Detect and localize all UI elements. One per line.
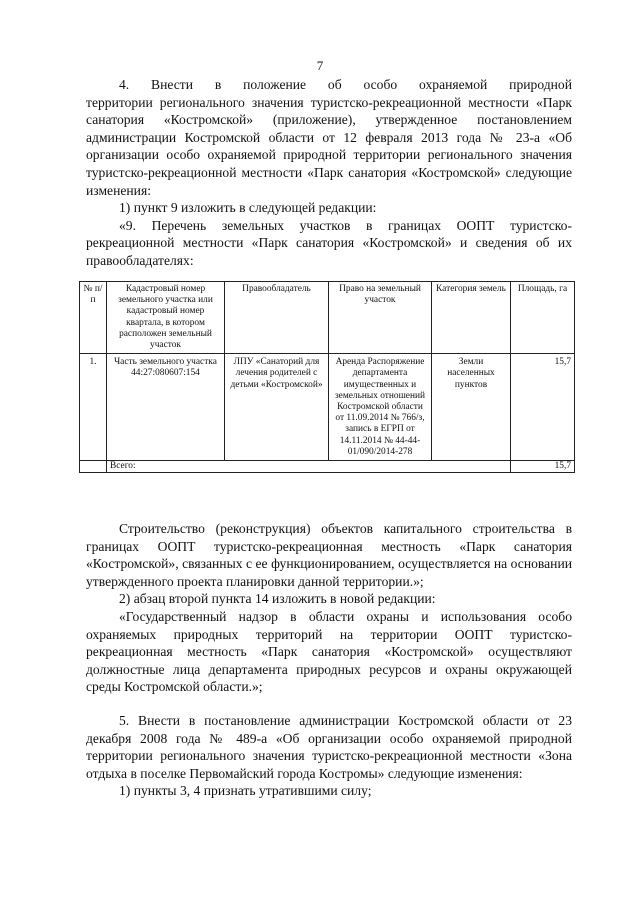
- item-4-line: 2013 года № 23-а «Об организации особо охраняемой природной: [86, 129, 573, 163]
- cell-category: Земли населенных пунктов: [432, 354, 511, 461]
- construction-line: территории.»;: [342, 573, 424, 589]
- construction-paragraph: [86, 520, 572, 590]
- construction-line: осуществляется на основании утвержденного проекта планировки данной: [86, 556, 573, 589]
- cell-area: 15,7: [511, 354, 575, 461]
- supervision-line: охраняемых природных территорий на территории ООПТ туристско-: [86, 626, 572, 642]
- item-5-line: от 23 декабря 2008 года № 489-а «Об организации особо охраняемой: [86, 713, 572, 746]
- page-number: 7: [316, 58, 324, 73]
- item-5-line: 5. Внести в постановление администрации Костромской области: [119, 713, 529, 728]
- table-row: [80, 354, 575, 461]
- header-right: Право на земельный участок: [329, 282, 432, 354]
- supervision-line: должностные лица департамента природных ресурсов и охраны: [86, 661, 488, 677]
- table-total-row: [80, 461, 575, 473]
- subitem-1: 1) пункт 9 изложить в следующей редакции:: [119, 200, 377, 216]
- point-9-line: рекреационной местности «Парк санатория «Костромской» и сведения об: [86, 235, 550, 251]
- item-4-line: территории регионального значения туристско-рекреационной местности: [86, 94, 529, 110]
- item-4-line: «Парк санатория «Костромской» (приложение), утвержденное: [86, 94, 572, 128]
- land-plots-table: [79, 281, 575, 473]
- construction-line: «Парк санатория «Костромской», связанных с ее функционированием,: [86, 538, 572, 572]
- header-cadastre: Кадастровый номер земельного участка или кадастровый номер квартала, в котором расположен земельный участок: [107, 282, 225, 354]
- item-5-paragraph: [86, 712, 572, 782]
- item-5-line: следующие изменения:: [387, 765, 523, 781]
- item-4-line: 4. Внести в положение об особо охраняемой природной: [119, 77, 572, 92]
- item-4-paragraph-cont: [86, 94, 572, 200]
- item-4-line: «Парк санатория «Костромской» следующие изменения:: [86, 164, 573, 198]
- total-value: 15,7: [511, 461, 575, 473]
- cell-number: 1.: [80, 354, 107, 461]
- point-9-line: их правообладателях:: [86, 235, 572, 268]
- supervision-line: рекреационная местность «Парк санатория «Костромской» осуществляют: [86, 644, 572, 660]
- subitem-2: 2) абзац второй пункта 14 изложить в новой редакции:: [119, 591, 436, 607]
- item-4-paragraph: [86, 76, 572, 94]
- header-number: № п/п: [80, 282, 107, 354]
- total-empty-cell: [80, 461, 107, 473]
- header-category: Категория земель: [432, 282, 511, 354]
- item-5-section: [86, 712, 572, 800]
- item-5-subitem-1: 1) пункты 3, 4 признать утратившими силу;: [119, 783, 372, 799]
- construction-line: Строительство (реконструкция) объектов капитального: [119, 521, 462, 536]
- item-4-section: [86, 76, 572, 270]
- point-9-line: «9. Перечень земельных участков в границах ООПТ туристско-: [119, 217, 572, 233]
- cell-owner: ЛПУ «Санаторий для лечения родителей с детьми «Костромской»: [225, 354, 329, 461]
- header-owner: Правообладатель: [225, 282, 329, 354]
- supervision-line: окружающей среды Костромской области.»;: [86, 661, 572, 695]
- supervision-paragraph: [86, 608, 572, 696]
- item-5-line: природной территории регионального значения туристско-рекреационной: [86, 730, 572, 764]
- construction-line: строительства в границах ООПТ туристско-рекреационная местность: [86, 521, 573, 554]
- table-header-row: [80, 282, 575, 354]
- header-area: Площадь, га: [511, 282, 575, 354]
- item-4-line: постановлением администрации Костромской области от 12 февраля: [86, 112, 572, 145]
- total-label: Всего:: [107, 461, 511, 473]
- item-4-line: территории регионального значения туристско-рекреационной местности: [86, 147, 572, 180]
- after-table-section: [86, 520, 572, 696]
- cell-cadastre: Часть земельного участка 44:27:080607:154: [107, 354, 225, 461]
- item-5-line: местности «Зона отдыха в поселке Первомайский города Костромы»: [86, 748, 573, 781]
- point-9-intro: [86, 217, 572, 270]
- cell-right: Аренда Распоряжение департамента имущественных и земельных отношений Костромской области от 11.09.2014 № 766/з, запись в ЕГРП от 14.11.2014 № 44-44-01/090/2014-278: [329, 354, 432, 461]
- supervision-line: «Государственный надзор в области охраны и использования особо: [119, 608, 572, 624]
